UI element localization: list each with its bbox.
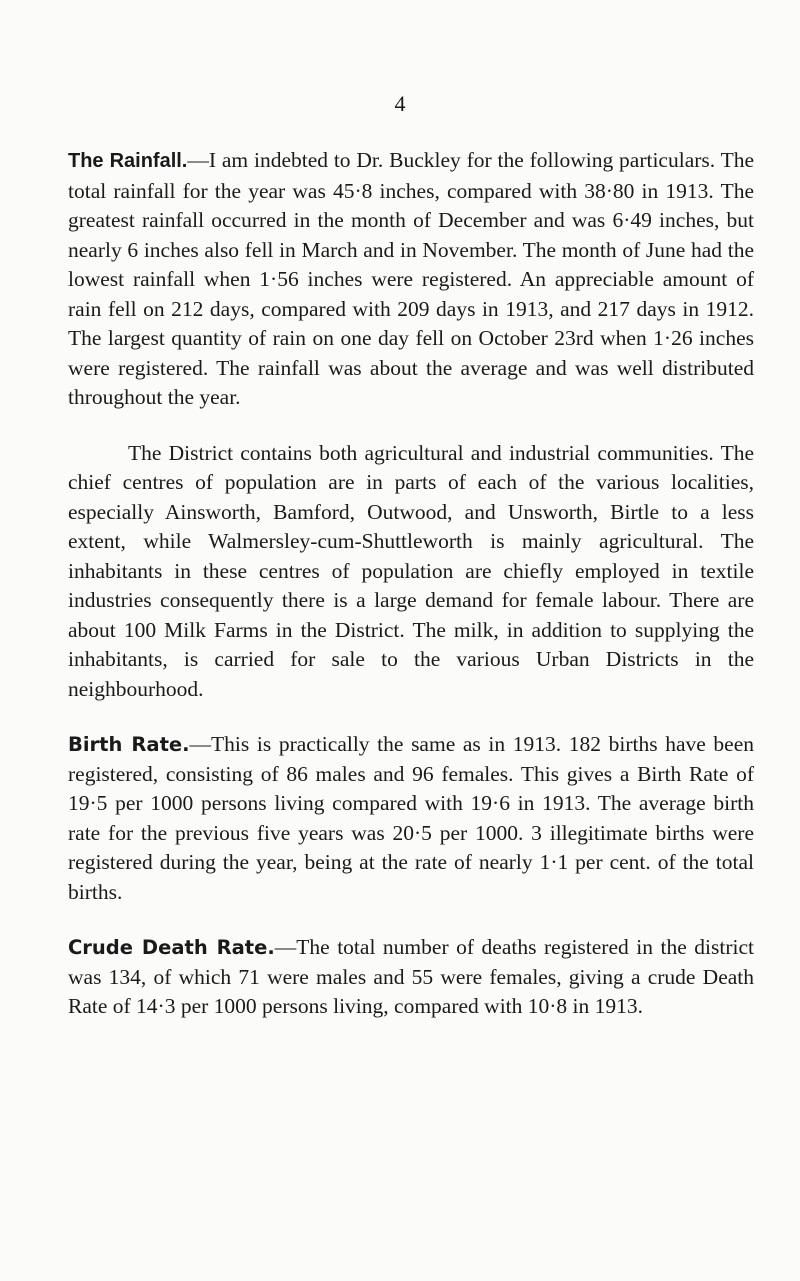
birth-rate-paragraph [68,730,754,907]
death-rate-text: —The total number of deaths registered in the district was 134, of which 71 were males and 55 were females, giving a crude Death Rate of 14·3 per 1000 persons living, compared with 10·8 in 1913. [68,935,754,1018]
district-paragraph: The District contains both agricultural and industrial communities. The chief centres of population are in parts of each of the various localities, especially Ainsworth, Bamford, Outwood, and Unsworth, Birtle to a less extent, while Walmersley-cum-Shuttleworth is mainly agricultural. The inhabitants in these centres of population are chiefly employed in textile industries consequently there is a large demand for female labour. There are about 100 Milk Farms in the District. The milk, in addition to supplying the inhabitants, is carried for sale to the various Urban Districts in the neighbourhood. [68,440,754,701]
page-number: 4 [394,91,406,116]
rainfall-heading: The Rainfall. [68,150,188,172]
rainfall-paragraph [68,146,754,413]
document-body [68,146,754,1048]
rainfall-text: —I am indebted to Dr. Buckley for the following particulars. The total rainfall for the year was 45·8 inches, compared with 38·80 in 1913. The greatest rainfall occurred in the month of December and was 6·49 inches, but nearly 6 inches also fell in March and in November. The month of June had the lowest rainfall when 1·56 inches were registered. An appreciable amount of rain fell on 212 days, compared with 209 days in 1913, and 217 days in 1912. The largest quantity of rain on one day fell on October 23rd when 1·26 inches were registered. The rainfall was about the average and was well distributed throughout the year. [68,148,755,409]
birth-rate-text: —This is practically the same as in 1913. 182 births have been registered, consisting of 86 males and 96 females. This gives a Birth Rate of 19·5 per 1000 persons living compared with 19·6 in 1913. The average birth rate for the previous five years was 20·5 per 1000. 3 illegitimate births were registered during the year, being at the rate of nearly 1·1 per cent. of the total births. [68,732,754,904]
death-rate-paragraph [68,933,754,1022]
birth-rate-heading: Birth Rate. [68,733,190,756]
death-rate-heading: Crude Death Rate. [68,936,275,959]
